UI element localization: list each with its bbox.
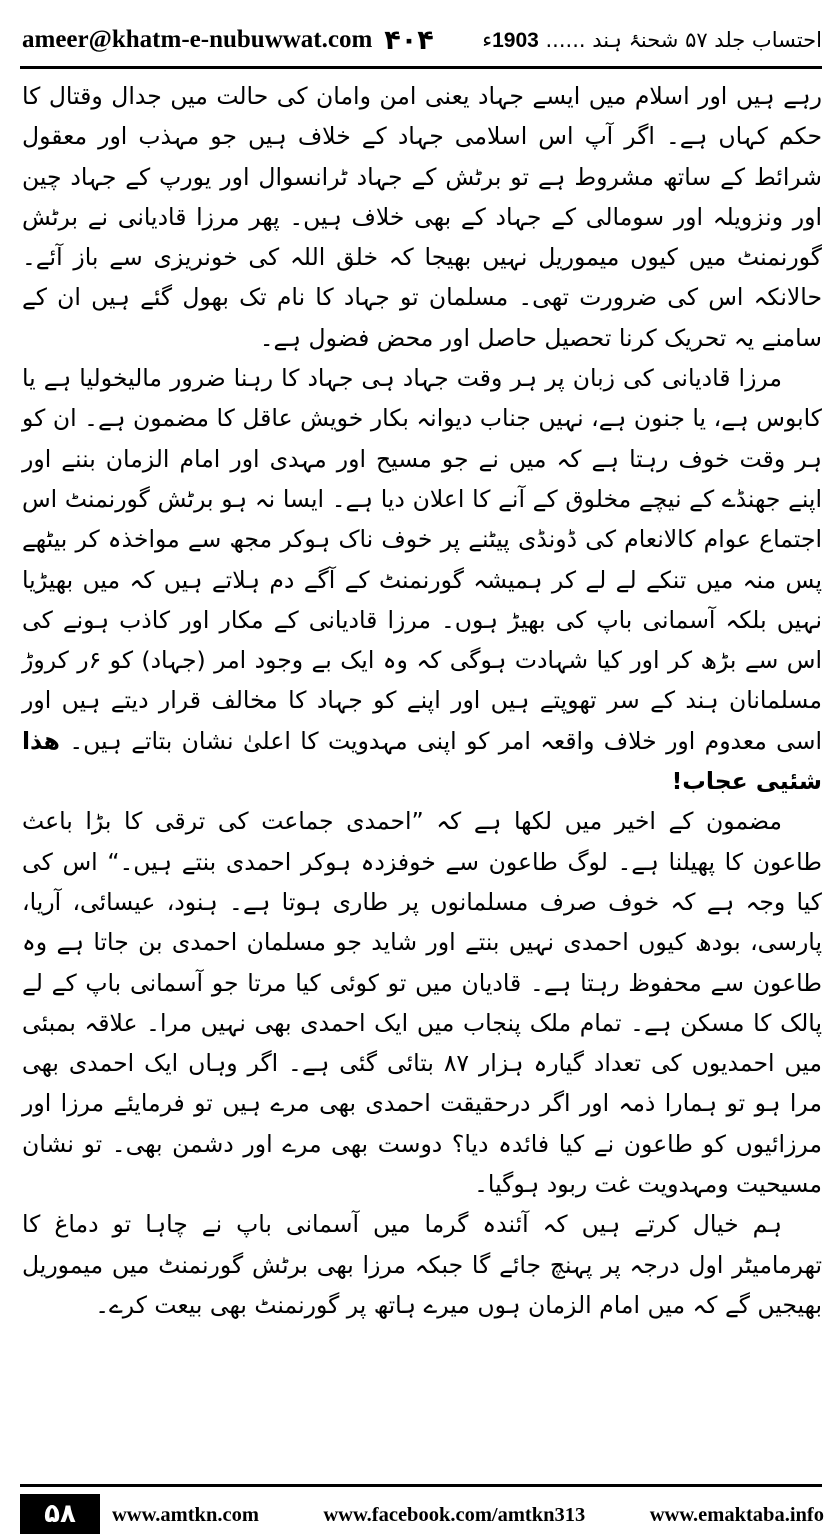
header-divider (20, 66, 822, 69)
footer-page-number: ۵۸ (20, 1494, 100, 1534)
header-title-block (482, 28, 822, 53)
footer-links (112, 1498, 824, 1532)
header-year-suffix: ء (482, 27, 493, 52)
paragraph-4: ہم خیال کرتے ہیں کہ آئندہ گرما میں آسمانی باپ نے چاہا تو دماغ کا تھرمامیٹر اول درجہ پر پہنچ جائے گا جبکہ مرزا بھی برٹش گورنمنٹ میں میموریل بھیجیں گے کہ میں امام الزمان ہوں میرے ہاتھ پر گورنمنٹ بھی بیعت کرے۔ (22, 1210, 822, 1319)
header-dots: ...... (545, 27, 586, 52)
page-header (22, 18, 822, 62)
header-left (22, 25, 434, 56)
paragraph-2 (22, 358, 822, 801)
footer-link-facebook[interactable]: www.facebook.com/amtkn313 (323, 1503, 586, 1526)
footer-divider (20, 1484, 822, 1487)
paragraph-3: مضمون کے اخیر میں لکھا ہے کہ ”احمدی جماعت کی ترقی کا بڑا باعث طاعون کا پھیلنا ہے۔ لوگ طاعون سے خوفزدہ ہوکر احمدی بنتے ہیں۔“ اس کی کیا وجہ ہے کہ خوف صرف مسلمانوں پر طاری ہوتا ہے۔ ہنود، عیسائی، آریا، پارسی، بودھ کیوں احمدی نہیں بنتے اور شاید جو مسلمان احمدی بن جاتا ہے وہ طاعون سے محفوظ رہتا ہے۔ قادیان میں تو کوئی کیا مرتا جو آسمانی باپ کے لے پالک کا مسکن ہے۔ تمام ملک پنجاب میں ایک احمدی بھی نہیں مرا۔ علاقہ بمبئی میں احمدیوں کی تعداد گیارہ ہزار ۸۷ بتائی گئی ہے۔ اگر وہاں ایک احمدی بھی مرا ہو تو ہمارا ذمہ اور اگر درحقیقت احمدی بھی مرے ہیں تو فرمایئے مرزا اور مرزائیوں کو طاعون نے کیا فائدہ دیا؟ دوست بھی مرے اور دشمن بھی۔ تو نشان مسیحیت ومہدویت غت ربود ہوگیا۔ (22, 807, 822, 1199)
paragraph-2-text: مرزا قادیانی کی زبان پر ہر وقت جہاد ہی جہاد کا رہنا ضرور مالیخولیا ہے یا کابوس ہے، یا جنون ہے، نہیں جناب دیوانہ بکار خویش عاقل کا مضمون ہے۔ ان کو ہر وقت خوف رہتا ہے کہ میں نے جو مسیح اور مہدی اور امام الزمان بننے اور اپنے جھنڈے کے نیچے مخلوق کے آنے کا اعلان دیا ہے۔ ایسا نہ ہو برٹش گورنمنٹ اس اجتماع عوام کالانعام کی ڈونڈی پیٹنے پر خوف ناک ہوکر مجھ سے مواخذہ کر بیٹھے پس منہ میں تنکے لے لے کر ہمیشہ گورنمنٹ کے آگے دم ہلاتے ہیں کہ میں بھیڑیا نہیں بلکہ آسمانی باپ کی بھیڑ ہوں۔ مرزا قادیانی کے مکار اور کاذب ہونے کی اس سے بڑھ کر اور کیا شہادت ہوگی کہ وہ ایک بے وجود امر (جہاد) کو ۶ر کروڑ مسلمانان ہند کے سر تھوپتے ہیں اور اپنے کو جہاد کا مخالف قرار دیتے ہیں اور اسی معدوم اور خلاف واقعہ امر کو اپنی مہدویت کا اعلیٰ نشان بتاتے ہیں۔ (22, 364, 822, 755)
header-page-number: ۴۰۴ (384, 24, 434, 56)
header-email[interactable]: ameer@khatm-e-nubuwwat.com (22, 26, 373, 53)
header-book-title: احتساب جلد ۵۷ شحنۂ ہند (592, 27, 822, 52)
arabic-phrase: ھذا شئیی عجاب! (22, 726, 822, 796)
paragraph-1: رہے ہیں اور اسلام میں ایسے جہاد یعنی امن وامان کی حالت میں جدال وقتال کا حکم کہاں ہے۔ اگر آپ اس اسلامی جہاد کے خلاف ہیں جو مہذب اور معقول شرائط کے ساتھ مشروط ہے تو برٹش کے جہاد ٹرانسوال اور یورپ کے جہاد چین اور ونزویلہ اور سومالی کے جہاد کے بھی خلاف ہیں۔ پھر مرزا قادیانی نے برٹش گورنمنٹ میں کیوں میموریل نہیں بھیجا کہ خلق اللہ کی خونریزی سے باز آئے۔ حالانکہ اس کی ضرورت تھی۔ مسلمان تو جہاد کا نام تک بھول گئے ہیں ان کے سامنے یہ تحریک کرنا تحصیل حاصل اور محض فضول ہے۔ (22, 82, 822, 352)
header-year: 1903 (492, 28, 539, 52)
footer-link-amtkn[interactable]: www.amtkn.com (112, 1503, 259, 1526)
footer-link-emaktaba[interactable]: www.emaktaba.info (649, 1503, 824, 1526)
page-body (22, 76, 822, 1325)
